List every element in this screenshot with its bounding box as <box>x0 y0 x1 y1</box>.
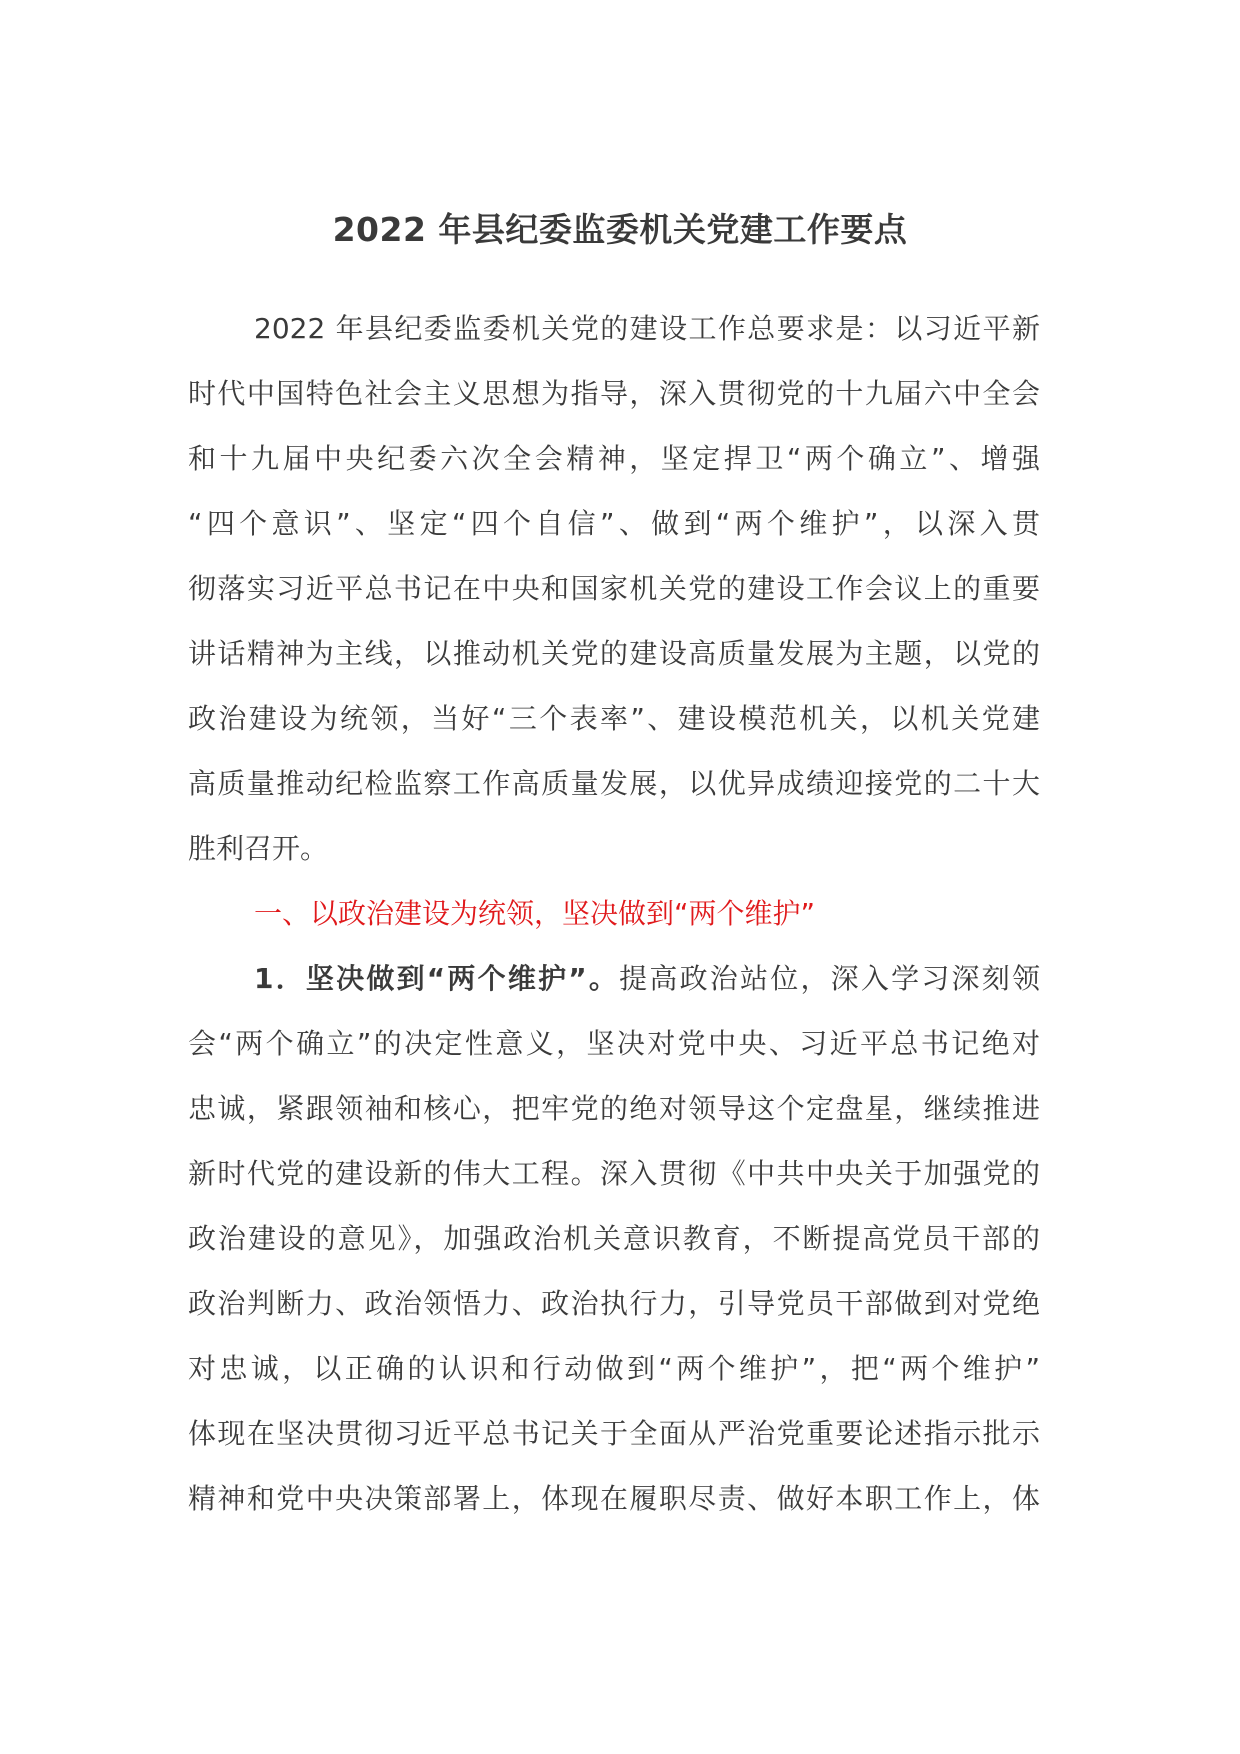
paragraph-1-line: “四个意识”、坚定“四个自信”、做到“两个维护”，以深入贯 <box>188 507 1040 540</box>
item-1-lead: 1．坚决做到“两个维护”。 <box>254 962 620 995</box>
item-1-line: 会“两个确立”的决定性意义，坚决对党中央、习近平总书记绝对 <box>188 1027 1040 1060</box>
section-1-heading: 一、以政治建设为统领，坚决做到“两个维护” <box>254 897 816 930</box>
document-title: 2022 年县纪委监委机关党建工作要点 <box>332 210 908 249</box>
item-1-first-line <box>188 946 1040 1011</box>
paragraph-1-line: 政治建设为统领，当好“三个表率”、建设模范机关，以机关党建 <box>188 702 1040 735</box>
document-body <box>188 296 1040 1531</box>
paragraph-1-line: 讲话精神为主线，以推动机关党的建设高质量发展为主题，以党的 <box>188 637 1040 670</box>
paragraph-1-line: 胜利召开。 <box>188 832 329 865</box>
item-1-line: 政治建设的意见》，加强政治机关意识教育，不断提高党员干部的 <box>188 1222 1040 1255</box>
paragraph-1-line: 和十九届中央纪委六次全会精神，坚定捍卫“两个确立”、增强 <box>188 442 1040 475</box>
item-1-line: 忠诚，紧跟领袖和核心，把牢党的绝对领导这个定盘星，继续推进 <box>188 1092 1040 1125</box>
paragraph-1-line: 高质量推动纪检监察工作高质量发展，以优异成绩迎接党的二十大 <box>188 767 1040 800</box>
item-1-line: 对忠诚，以正确的认识和行动做到“两个维护”，把“两个维护” <box>188 1352 1040 1385</box>
paragraph-1-line: 彻落实习近平总书记在中央和国家机关党的建设工作会议上的重要 <box>188 572 1040 605</box>
item-1-line: 体现在坚决贯彻习近平总书记关于全面从严治党重要论述指示批示 <box>188 1417 1040 1450</box>
item-1-line: 政治判断力、政治领悟力、政治执行力，引导党员干部做到对党绝 <box>188 1287 1040 1320</box>
paragraph-1-line: 2022 年县纪委监委机关党的建设工作总要求是：以习近平新 <box>254 312 1040 345</box>
item-1-line: 精神和党中央决策部署上，体现在履职尽责、做好本职工作上，体 <box>188 1482 1040 1515</box>
item-1-line: 新时代党的建设新的伟大工程。深入贯彻《中共中央关于加强党的 <box>188 1157 1040 1190</box>
item-1-first-line-text: 提高政治站位，深入学习深刻领 <box>619 962 1040 995</box>
paragraph-1-line: 时代中国特色社会主义思想为指导，深入贯彻党的十九届六中全会 <box>188 377 1040 410</box>
